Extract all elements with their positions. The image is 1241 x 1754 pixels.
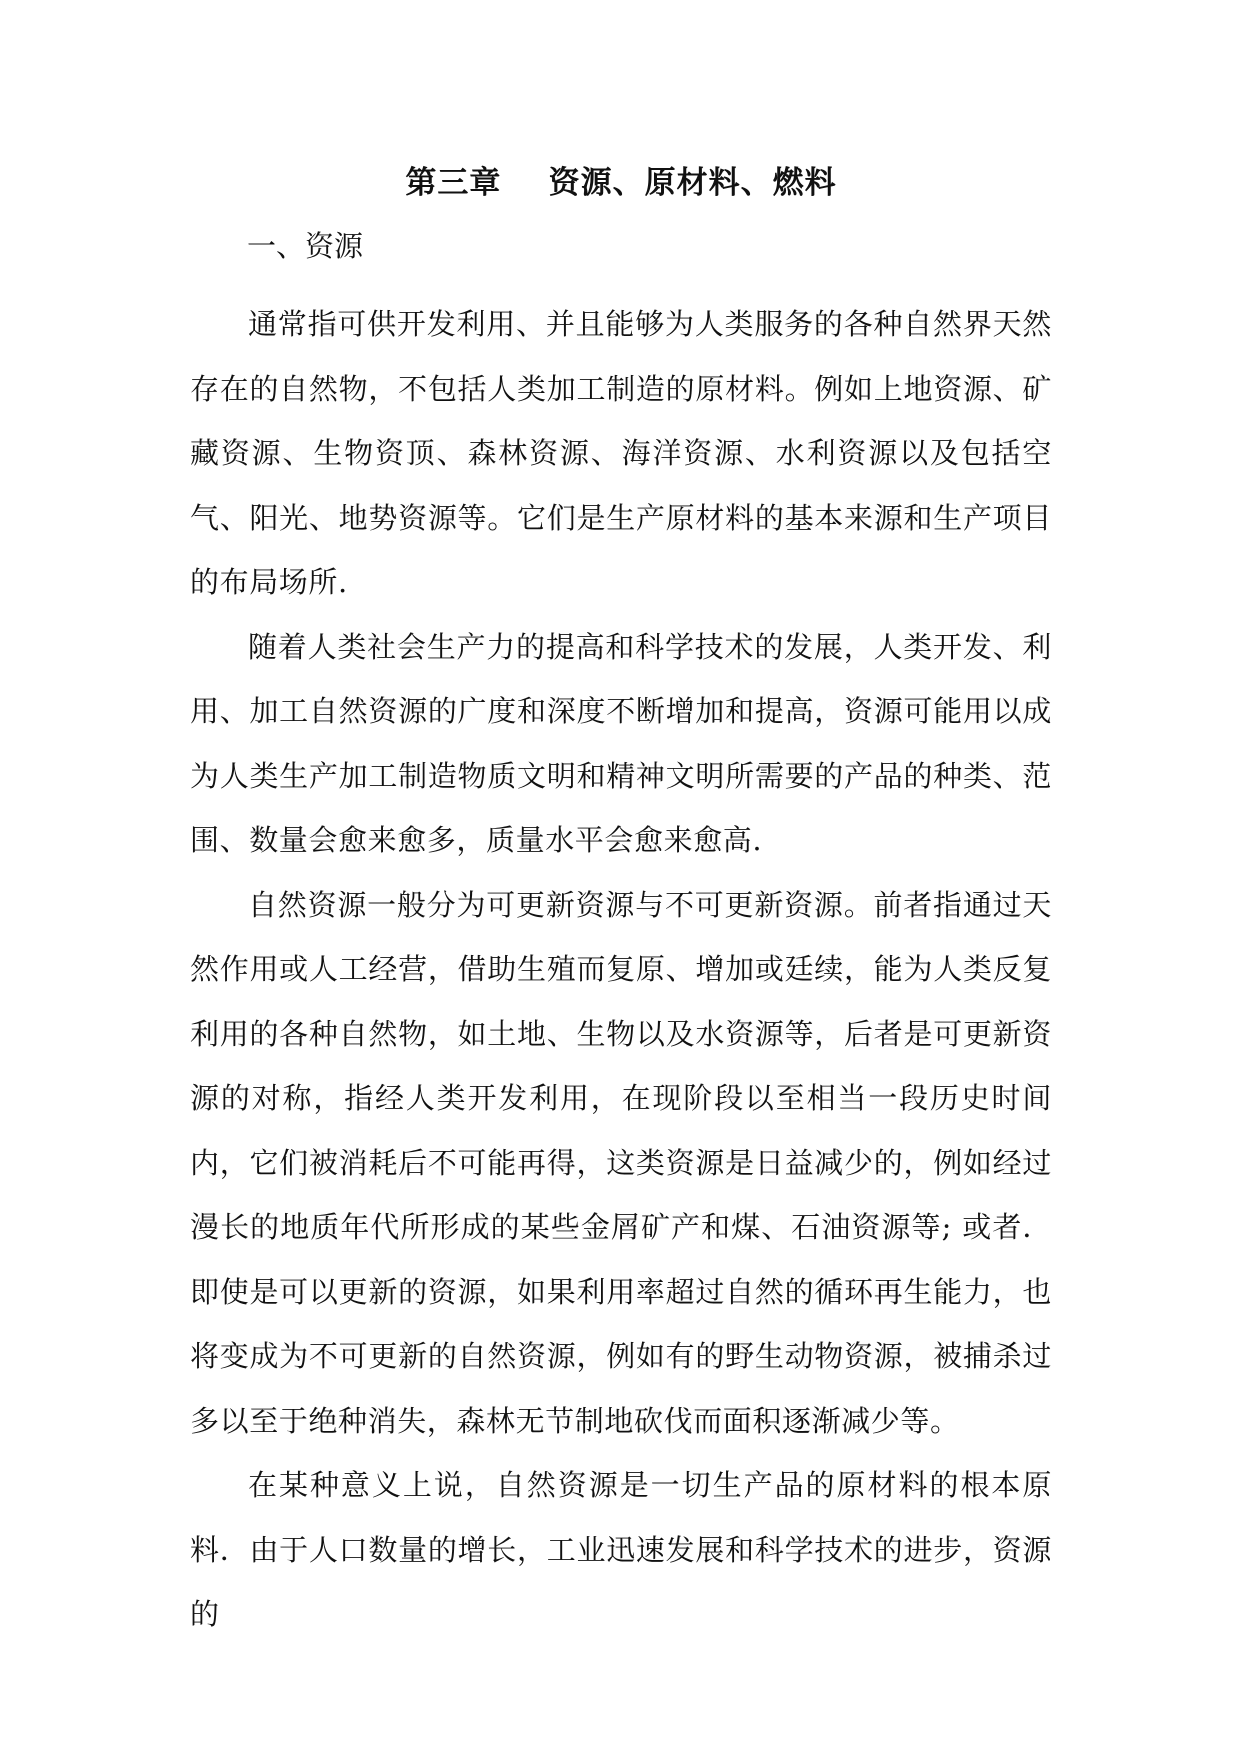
section-heading: 一、资源 <box>247 229 364 263</box>
paragraph-4: 在某种意义上说，自然资源是一切生产品的原材料的根本原料．由于人口数量的增长，工业迅速发展和科学技术的进步，资源的 <box>190 1468 1052 1631</box>
chapter-title: 第三章 资源、原材料、燃料 <box>405 165 837 201</box>
paragraph-1: 通常指可供开发利用、并且能够为人类服务的各种自然界天然存在的自然物，不包括人类加工制造的原材料。例如上地资源、矿藏资源、生物资顶、森林资源、海洋资源、水利资源以及包括空气、阳光、地势资源等。它们是生产原材料的基本来源和生产项目的布局场所. <box>190 307 1052 599</box>
paragraph-3: 自然资源一般分为可更新资源与不可更新资源。前者指通过天然作用或人工经营，借助生殖而复原、增加或廷续，能为人类反复利用的各种自然物，如土地、生物以及水资源等，后者是可更新资源的对称，指经人类开发利用，在现阶段以至相当一段历史时间内，它们被消耗后不可能再得，这类资源是日益减少的，例如经过漫长的地质年代所形成的某些金屑矿产和煤、石油资源等; 或者．即使是可以更新的资源，如果利用率超过自然的循环再生能力，也将变成为不可更新的自然资源，例如有的野生动物资源，被捕杀过多以至于绝种消失，森林无节制地砍伐而面积逐渐减少等。 <box>190 887 1052 1438</box>
document-body <box>190 292 1052 1647</box>
paragraph-2: 随着人类社会生产力的提高和科学技术的发展，人类开发、利用、加工自然资源的广度和深度不断增加和提高，资源可能用以成为人类生产加工制造物质文明和精神文明所需要的产品的种类、范围、数量会愈来愈多，质量水平会愈来愈高. <box>190 629 1052 857</box>
